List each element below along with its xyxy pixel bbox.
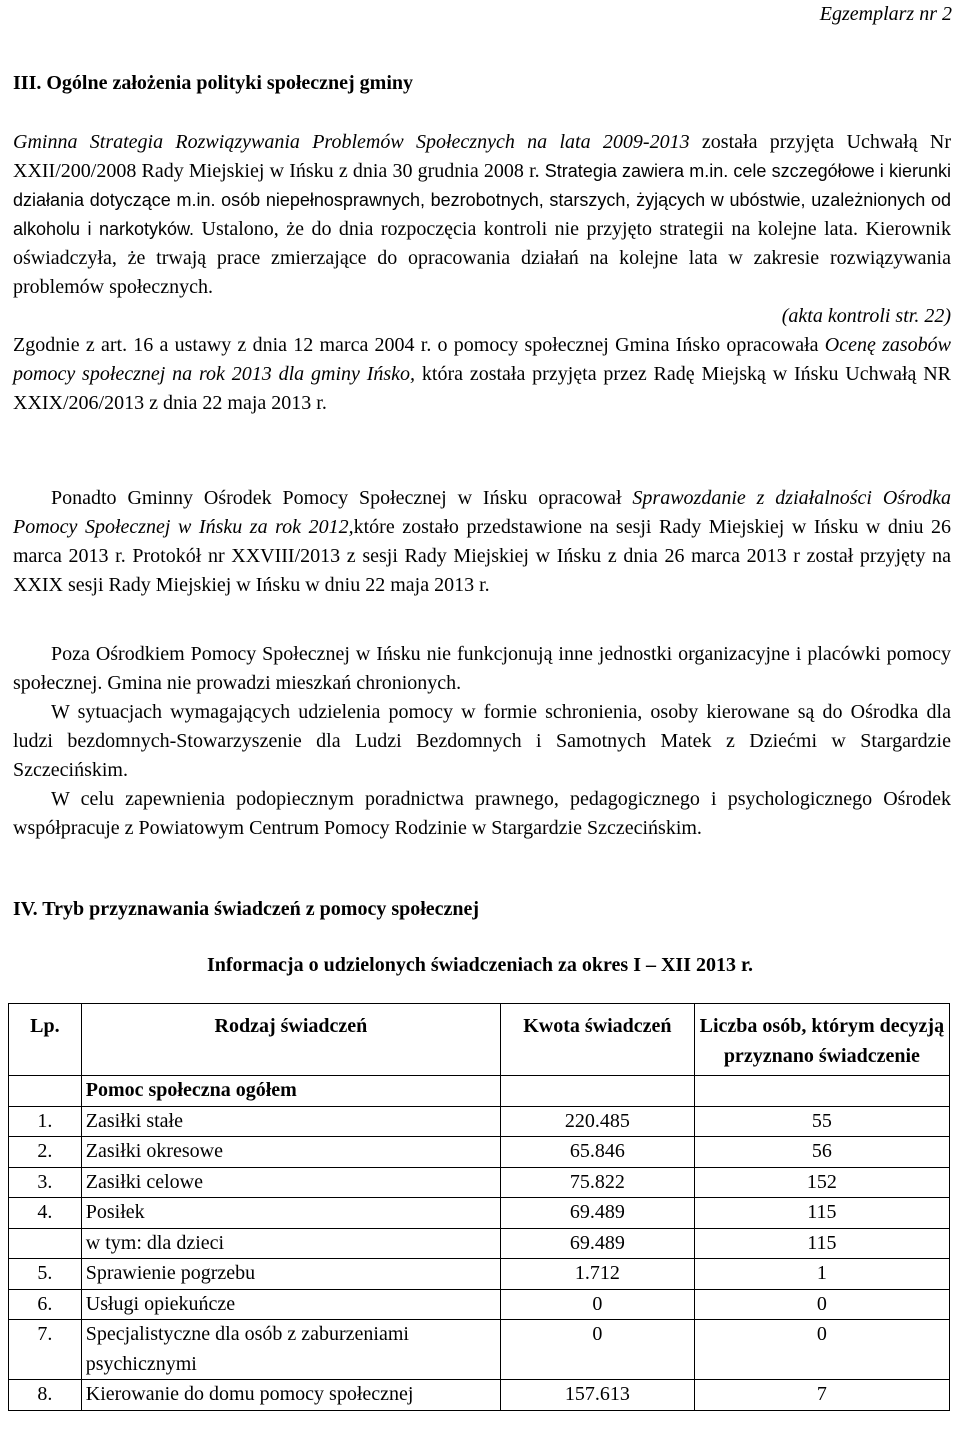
- group-label: Pomoc społeczna ogółem: [81, 1076, 500, 1107]
- cell-lp: 3.: [9, 1167, 82, 1198]
- table-row: [9, 1198, 950, 1229]
- section-4-heading: IV. Tryb przyznawania świadczeń z pomocy społecznej: [13, 898, 480, 920]
- cell-lp: 1.: [9, 1106, 82, 1137]
- cell-recipients: 152: [694, 1167, 949, 1198]
- cell-lp: 8.: [9, 1380, 82, 1411]
- cell-benefit-type: Zasiłki stałe: [81, 1106, 500, 1137]
- counseling-text: W celu zapewnienia podopiecznym poradnictwa prawnego, pedagogicznego i psychologicznego Ośrodek współpracuje z Powiatowym Centrum Pomocy Rodzinie w Stargardzie Szczecińskim.: [13, 788, 951, 839]
- table-header-row: [9, 1004, 950, 1076]
- header-amount: Kwota świadczeń: [501, 1004, 695, 1076]
- strategy-title: Gminna Strategia Rozwiązywania Problemów Społecznych na lata 2009-2013: [13, 131, 690, 153]
- section-3-heading: III. Ogólne założenia polityki społecznej gminy: [13, 72, 413, 94]
- cell-lp: 7.: [9, 1320, 82, 1380]
- cell-recipients: 7: [694, 1380, 949, 1411]
- header-lp: Lp.: [9, 1004, 82, 1076]
- report-presentation-text: które zostało przedstawione na sesji Rady Miejskiej w Ińsku w dniu 26 marca 2013 r. Protokół nr XXVIII/2013 z sesji Rady Miejskiej w Ińsku z dnia 26 marca 2013 r został przyjęty na XXIX sesji Rady Miejskiej w Ińsku w dniu 22 maja 2013 r.: [13, 516, 951, 596]
- cell-benefit-type: Sprawienie pogrzebu: [81, 1259, 500, 1290]
- table-row-group: [9, 1076, 950, 1107]
- institutions-text: Poza Ośrodkiem Pomocy Społecznej w Ińsku nie funkcjonują inne jednostki organizacyjne i placówki pomocy społecznej. Gmina nie prowadzi mieszkań chronionych.: [13, 643, 951, 694]
- table-row: [9, 1167, 950, 1198]
- assessment-intro-text: Zgodnie z art. 16 a ustawy z dnia 12 marca 2004 r. o pomocy społecznej Gmina Ińsko opracowała: [13, 334, 825, 356]
- cell-benefit-type: Specjalistyczne dla osób z zaburzeniami psychicznymi: [81, 1320, 500, 1380]
- cell-lp: 5.: [9, 1259, 82, 1290]
- report-intro-text: Ponadto Gminny Ośrodek Pomocy Społecznej w Ińsku opracował: [51, 487, 633, 509]
- table-row: [9, 1259, 950, 1290]
- section-3-paragraph-1: [13, 128, 951, 418]
- cell-benefit-type: w tym: dla dzieci: [81, 1228, 500, 1259]
- cell-amount: 65.846: [501, 1137, 695, 1168]
- header-recipients: Liczba osób, którym decyzją przyznano świadczenie: [694, 1004, 949, 1076]
- assessment-title: Ocenę zasobów pomocy społecznej na rok 2013 dla gminy Ińsko,: [13, 334, 952, 385]
- cell-lp: 6.: [9, 1289, 82, 1320]
- group-amount: [501, 1076, 695, 1107]
- group-lp: [9, 1076, 82, 1107]
- cell-benefit-type: Kierowanie do domu pomocy społecznej: [81, 1380, 500, 1411]
- report-title: Sprawozdanie z działalności Ośrodka Pomocy Społecznej w Ińsku za rok 2012,: [13, 487, 952, 538]
- cell-benefit-type: Posiłek: [81, 1198, 500, 1229]
- strategy-status-text: Ustalono, że do dnia rozpoczęcia kontroli nie przyjęto strategii na kolejne lata. Kierownik oświadczyła, że trwają prace zmierzające do opracowania działań na kolejne lata w zakresie rozwiązywania problemów społecznych.: [13, 218, 951, 298]
- copy-number-label: Egzemplarz nr 2: [819, 3, 952, 25]
- cell-recipients: 0: [694, 1289, 949, 1320]
- cell-lp: 4.: [9, 1198, 82, 1229]
- cell-benefit-type: Zasiłki okresowe: [81, 1137, 500, 1168]
- table-row: [9, 1228, 950, 1259]
- group-recipients: [694, 1076, 949, 1107]
- cell-amount: 69.489: [501, 1198, 695, 1229]
- audit-reference: (akta kontroli str. 22): [781, 305, 951, 327]
- table-row: [9, 1106, 950, 1137]
- strategy-adoption-text: została przyjęta Uchwałą Nr XXII/200/2008 Rady Miejskiej w Ińsku z dnia 30 grudnia 2008 r.: [13, 131, 951, 182]
- cell-recipients: 115: [694, 1228, 949, 1259]
- cell-recipients: 55: [694, 1106, 949, 1137]
- table-row: [9, 1320, 950, 1380]
- cell-amount: 0: [501, 1289, 695, 1320]
- cell-recipients: 1: [694, 1259, 949, 1290]
- benefits-table: [8, 1003, 950, 1411]
- shelter-text: W sytuacjach wymagających udzielenia pomocy w formie schronienia, osoby kierowane są do Ośrodka dla ludzi bezdomnych-Stowarzyszenie dla Ludzi Bezdomnych i Samotnych Matek z Dziećmi w Stargardzie Szczecińskim.: [13, 701, 951, 781]
- header-benefit-type: Rodzaj świadczeń: [81, 1004, 500, 1076]
- cell-benefit-type: Zasiłki celowe: [81, 1167, 500, 1198]
- cell-lp: [9, 1228, 82, 1259]
- table-row: [9, 1289, 950, 1320]
- cell-amount: 220.485: [501, 1106, 695, 1137]
- cell-amount: 0: [501, 1320, 695, 1380]
- cell-lp: 2.: [9, 1137, 82, 1168]
- cell-amount: 75.822: [501, 1167, 695, 1198]
- cell-recipients: 0: [694, 1320, 949, 1380]
- table-row: [9, 1137, 950, 1168]
- cell-amount: 1.712: [501, 1259, 695, 1290]
- cell-amount: 157.613: [501, 1380, 695, 1411]
- assessment-adoption-text: która została przyjęta przez Radę Miejską w Ińsku Uchwałą NR XXIX/206/2013 z dnia 22 maja 2013 r.: [13, 363, 951, 414]
- section-3-paragraph-report: [13, 484, 951, 600]
- table-title: Informacja o udzielonych świadczeniach za okres I – XII 2013 r.: [206, 954, 754, 976]
- strategy-scope-text: Strategia zawiera m.in. cele szczegółowe i kierunki działania dotyczące m.in. osób niepełnosprawnych, bezrobotnych, starszych, żyjących w ubóstwie, uzależnionych od alkoholu i narkotyków.: [13, 161, 951, 239]
- table-row: [9, 1380, 950, 1411]
- cell-recipients: 115: [694, 1198, 949, 1229]
- section-3-paragraph-institutions: [13, 640, 951, 843]
- cell-recipients: 56: [694, 1137, 949, 1168]
- cell-amount: 69.489: [501, 1228, 695, 1259]
- cell-benefit-type: Usługi opiekuńcze: [81, 1289, 500, 1320]
